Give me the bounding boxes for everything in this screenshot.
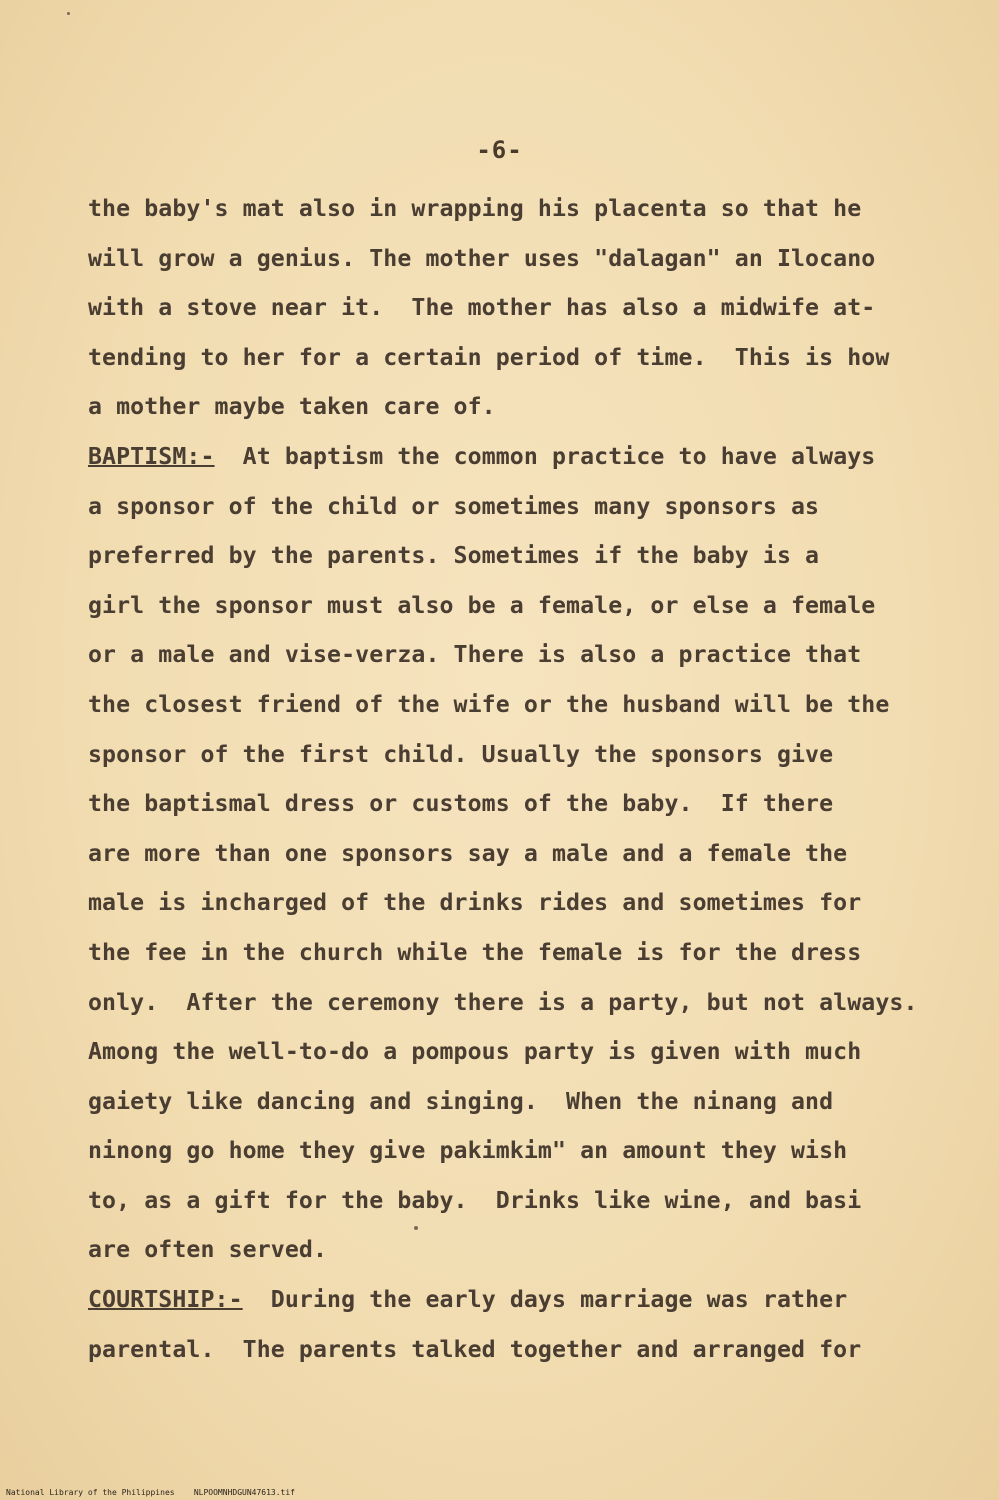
footer-filename: NLPOOMNHDGUN47613.tif: [193, 1488, 295, 1497]
text-fragment: During the early days marriage was rather: [242, 1286, 848, 1314]
text-line: or a male and vise-verza. There is also a practice that: [88, 641, 862, 669]
text-line: [88, 1275, 948, 1325]
text-fragment: At baptism the common practice to have always: [214, 442, 876, 470]
text-line: will grow a genius. The mother uses "dalagan" an Ilocano: [88, 244, 876, 272]
text-line: the fee in the church while the female is for the dress: [88, 938, 862, 966]
text-line: the baby's mat also in wrapping his placenta so that he: [88, 195, 862, 222]
section-heading-baptism: BAPTISM:-: [88, 442, 215, 470]
typed-text: [88, 184, 948, 1374]
text-line: ninong go home they give pakimkim" an amount they wish: [88, 1137, 848, 1165]
text-line: Among the well-to-do a pompous party is given with much: [88, 1038, 862, 1066]
text-line: tending to her for a certain period of time. This is how: [88, 343, 890, 371]
text-line: [88, 432, 948, 482]
text-line: only. After the ceremony there is a party, but not always.: [88, 988, 918, 1016]
text-line: the baptismal dress or customs of the baby. If there: [88, 790, 834, 818]
text-line: parental. The parents talked together and arranged for: [88, 1335, 862, 1363]
text-line: the closest friend of the wife or the husband will be the: [88, 690, 890, 718]
text-line: male is incharged of the drinks rides and sometimes for: [88, 889, 862, 917]
footer-library: National Library of the Philippines: [6, 1488, 175, 1497]
text-line: a sponsor of the child or sometimes many sponsors as: [88, 492, 820, 520]
text-line: preferred by the parents. Sometimes if the baby is a: [88, 542, 820, 570]
paper-speck: [414, 1226, 418, 1230]
section-heading-courtship: COURTSHIP:-: [88, 1286, 243, 1314]
text-line: girl the sponsor must also be a female, or else a female: [88, 591, 876, 619]
text-line: are often served.: [88, 1236, 328, 1264]
page-number: -6-: [476, 136, 523, 164]
text-line: are more than one sponsors say a male and a female the: [88, 839, 848, 867]
paper-speck: [67, 12, 70, 15]
text-line: gaiety like dancing and singing. When the ninang and: [88, 1087, 834, 1115]
text-line: sponsor of the first child. Usually the sponsors give: [88, 740, 834, 768]
text-line: to, as a gift for the baby. Drinks like wine, and basi: [88, 1186, 862, 1214]
scan-footer: [6, 1488, 295, 1498]
text-line: a mother maybe taken care of.: [88, 393, 496, 421]
text-line: with a stove near it. The mother has also a midwife at-: [88, 294, 876, 322]
